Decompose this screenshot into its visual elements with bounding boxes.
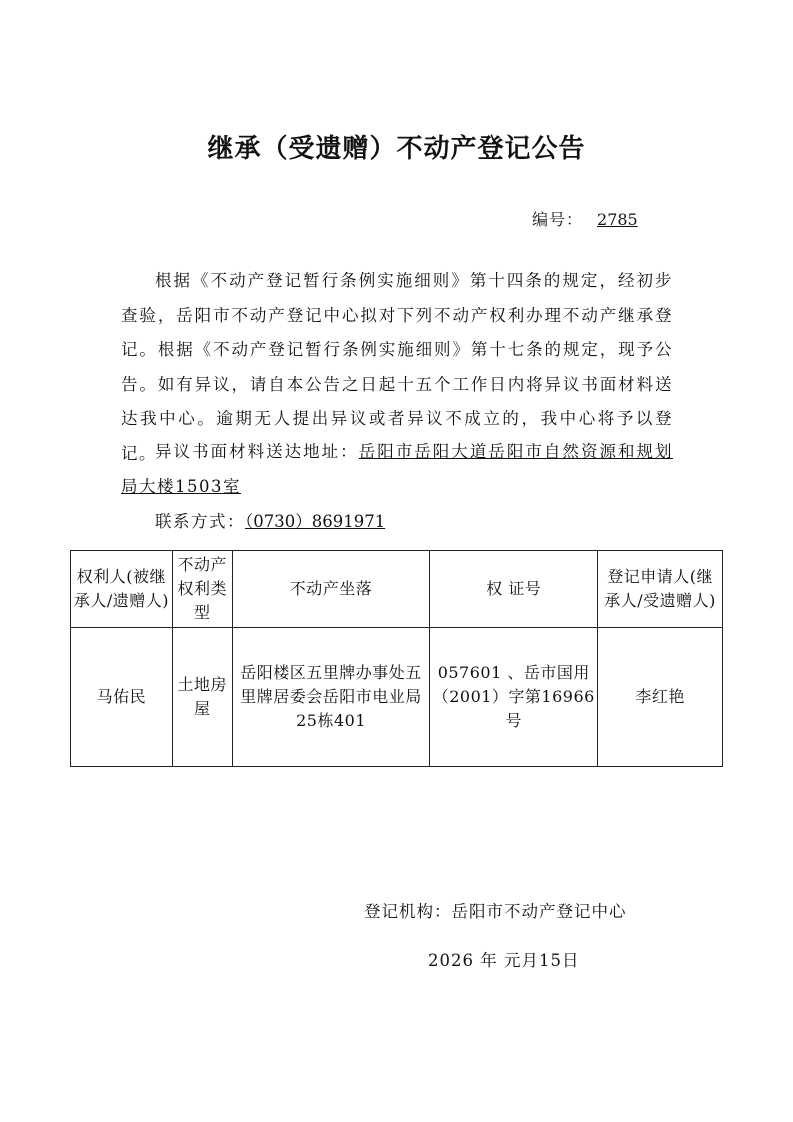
objection-address-label: 异议书面材料送达地址： <box>155 442 359 461</box>
cell-certificate-no: 057601 、岳市国用（2001）字第16966号 <box>430 628 598 767</box>
cell-location: 岳阳楼区五里牌办事处五里牌居委会岳阳市电业局25栋401 <box>232 628 430 767</box>
registration-organization: 登记机构：岳阳市不动产登记中心 <box>364 902 627 921</box>
notice-body-paragraph: 根据《不动产登记暂行条例实施细则》第十四条的规定，经初步查验，岳阳市不动产登记中心拟对下列不动产权利办理不动产继承登记。根据《不动产登记暂行条例实施细则》第十七条的规定，现予公告。如有异议，请自本公告之日起十五个工作日内将异议书面材料送达我中心。逾期无人提出异议或者异议不成立的，我中心将予以登记。 <box>121 271 673 463</box>
registration-table <box>70 550 723 767</box>
notice-date: 2026 年 元月15日 <box>428 951 580 970</box>
header-applicant: 登记申请人(继承人/受遗赠人) <box>598 551 723 628</box>
header-right-holder: 权利人(被继承人/遗赠人) <box>71 551 173 628</box>
notice-title: 继承（受遗赠）不动产登记公告 <box>207 134 586 164</box>
contact-value: （0730）8691971 <box>245 512 386 531</box>
serial-number <box>532 207 638 230</box>
objection-address-value: 岳阳市岳阳大道岳阳市自然资源和规划局大楼1503室 <box>121 442 674 496</box>
header-right-type: 不动产权利类型 <box>172 551 232 628</box>
header-location: 不动产坐落 <box>232 551 430 628</box>
cell-right-holder: 马佑民 <box>71 628 173 767</box>
contact-info <box>155 505 655 540</box>
contact-label: 联系方式： <box>155 512 245 531</box>
objection-address <box>121 435 673 504</box>
header-certificate-no: 权 证号 <box>430 551 598 628</box>
table-header-row <box>71 551 723 628</box>
cell-right-type: 土地房屋 <box>172 628 232 767</box>
serial-label: 编号： <box>532 210 584 229</box>
serial-value: 2785 <box>597 210 638 229</box>
cell-applicant: 李红艳 <box>598 628 723 767</box>
table-row <box>71 628 723 767</box>
